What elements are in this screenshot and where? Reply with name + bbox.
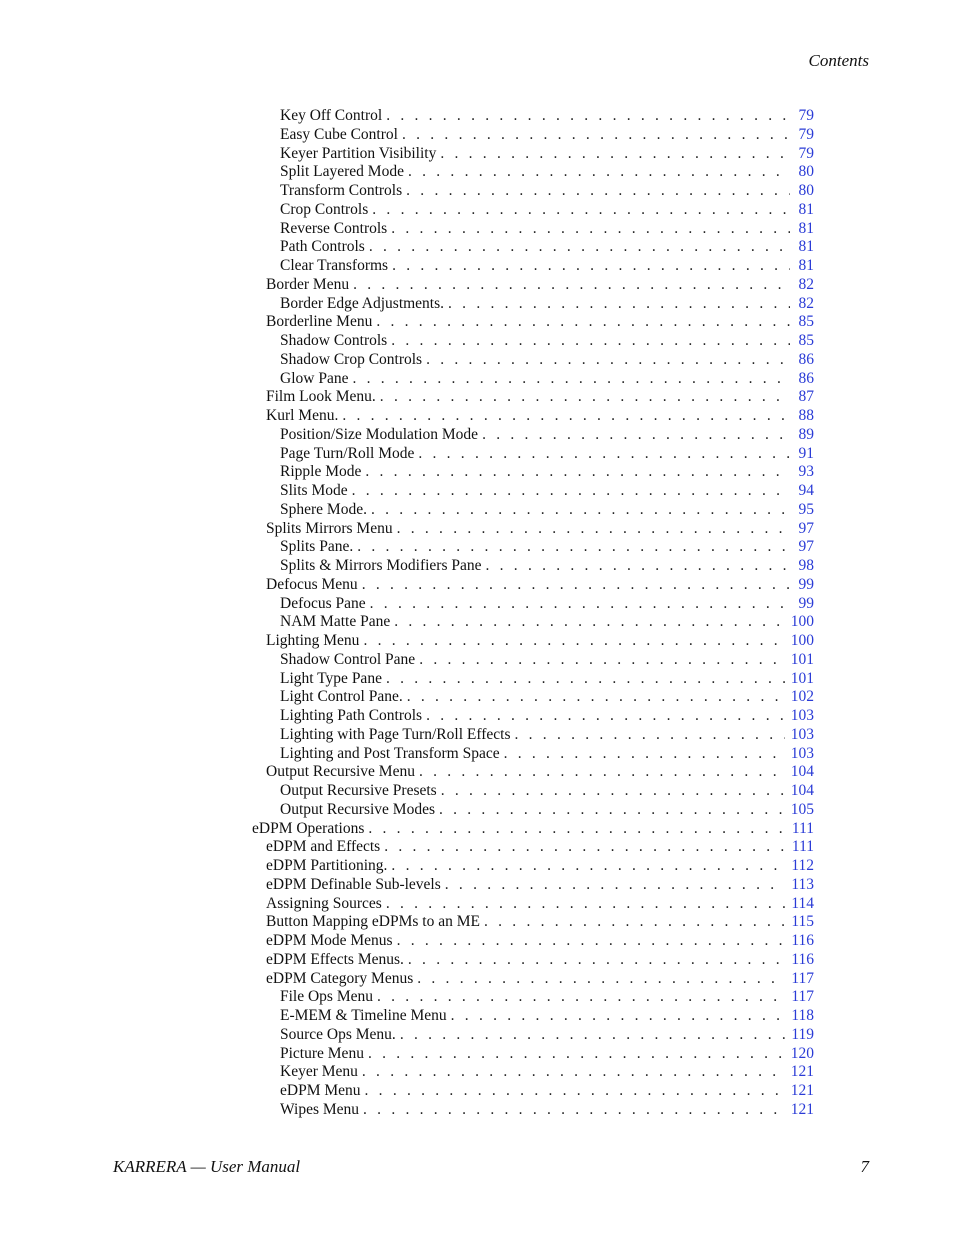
toc-entry [250,257,814,276]
toc-entry [250,932,814,951]
toc-page-link[interactable]: 97 [798,538,814,556]
dot-leader [426,707,785,726]
toc-page-link[interactable]: 103 [790,725,814,743]
toc-entry-title: Splits & Mirrors Modifiers Pane [280,557,482,574]
toc-entry [250,1026,814,1045]
dot-leader [406,182,790,201]
toc-page-link[interactable]: 81 [798,219,814,237]
toc-entry-title: Source Ops Menu. [280,1025,396,1043]
toc-entry-title: Light Control Pane. [280,688,403,706]
dot-leader [362,576,790,595]
toc-entry-title: Keyer Menu [280,1063,358,1081]
toc-page-link[interactable]: 119 [791,1025,814,1043]
toc-page-link[interactable]: 85 [798,313,814,331]
toc-entry [250,407,814,426]
toc-page-link[interactable]: 105 [790,800,814,818]
toc-entry-title: Borderline Menu [266,313,373,331]
toc-page-link[interactable]: 79 [798,107,814,124]
toc-entry-title: eDPM Operations [252,819,365,837]
toc-entry [250,538,814,557]
toc-entry-title: Border Menu [266,275,350,293]
dot-leader [418,445,790,464]
dot-leader [391,857,785,876]
dot-leader [352,370,790,389]
toc-entry-title: eDPM and Effects [266,838,381,856]
toc-entry-title: Shadow Controls [280,332,388,349]
toc-entry [250,276,814,295]
toc-entry [250,913,814,932]
dot-leader [394,613,785,632]
toc-entry [250,576,814,595]
toc-entry-title: Splits Mirrors Menu [266,519,393,537]
dot-leader [371,501,790,520]
toc-page-link[interactable]: 121 [790,1063,814,1081]
toc-entry-title: Wipes Menu [280,1100,360,1118]
dot-leader [386,670,785,689]
toc-entry-title: Lighting Menu [266,632,360,649]
toc-page-link[interactable]: 121 [790,1082,814,1099]
toc-page-link[interactable]: 79 [798,125,814,143]
toc-entry [250,895,814,914]
dot-leader [408,163,790,182]
dot-leader [362,1063,785,1082]
toc-entry [250,595,814,614]
toc-page-link[interactable]: 82 [798,294,814,312]
toc-page-link[interactable]: 104 [790,763,814,781]
toc-entry [250,838,814,857]
dot-leader [353,276,790,295]
dot-leader [402,126,790,145]
toc-entry [250,857,814,876]
dot-leader [408,951,785,970]
toc-entry [250,482,814,501]
toc-entry [250,145,814,164]
toc-page-link[interactable]: 116 [791,950,814,968]
toc-entry-title: E-MEM & Timeline Menu [280,1007,447,1024]
toc-page-link[interactable]: 86 [798,350,814,368]
dot-leader [426,351,790,370]
dot-leader [484,913,785,932]
toc-page-link[interactable]: 120 [790,1044,814,1062]
toc-entry-title: Film Look Menu. [266,388,376,406]
toc-page-link[interactable]: 100 [790,613,814,631]
toc-entry [250,1007,814,1026]
toc-page-link[interactable]: 87 [798,388,814,406]
toc-page-link[interactable]: 99 [798,575,814,593]
dot-leader [368,820,786,839]
toc-entry-title: Button Mapping eDPMs to an ME [266,913,480,931]
toc-entry [250,220,814,239]
toc-entry [250,126,814,145]
dot-leader [486,557,791,576]
toc-entry-title: Crop Controls [280,200,369,218]
toc-entry-title: Defocus Pane [280,594,366,612]
toc-page-link[interactable]: 94 [798,482,814,499]
dot-leader [376,313,790,332]
toc-page-link[interactable]: 98 [798,557,814,574]
toc-entry-title: Light Type Pane [280,669,382,687]
toc-page-link[interactable]: 101 [790,650,814,668]
dot-leader [363,1101,785,1120]
dot-leader [400,1026,786,1045]
toc-entry-title: Output Recursive Presets [280,782,437,799]
toc-entry [250,351,814,370]
toc-entry [250,238,814,257]
toc-page-link[interactable]: 99 [798,594,814,612]
toc-page-link[interactable]: 80 [798,182,814,199]
dot-leader [372,201,790,220]
toc-entry-title: Keyer Partition Visibility [280,144,437,162]
toc-entry-title: Shadow Control Pane [280,650,416,668]
running-header: Contents [808,51,869,70]
toc-entry-title: Path Controls [280,238,365,256]
toc-entry-title: Lighting and Post Transform Space [280,744,500,762]
toc-entry [250,763,814,782]
toc-page-link[interactable]: 112 [791,857,814,874]
dot-leader [357,538,790,557]
toc-page-link[interactable]: 81 [798,257,814,274]
dot-leader [363,632,784,651]
dot-leader [368,1045,785,1064]
dot-leader [397,932,786,951]
toc-entry [250,688,814,707]
dot-leader [392,257,790,276]
dot-leader [515,726,785,745]
toc-entry [250,107,814,126]
toc-entry [250,201,814,220]
dot-leader [377,988,785,1007]
toc-entry-title: Picture Menu [280,1044,364,1062]
toc-page-link[interactable]: 111 [791,838,814,856]
toc-page-link[interactable]: 101 [790,669,814,687]
dot-leader [352,482,790,501]
toc-entry-title: Output Recursive Menu [266,763,415,781]
toc-page-link[interactable]: 118 [791,1007,814,1024]
dot-leader [417,970,785,989]
toc-entry-title: eDPM Category Menus [266,969,414,987]
toc-entry-title: Ripple Mode [280,463,362,481]
toc-entry-title: Defocus Menu [266,575,358,593]
dot-leader [504,745,785,764]
dot-leader [370,595,790,614]
toc-entry [250,613,814,632]
toc-entry-title: Assigning Sources [266,894,382,912]
toc-entry [250,445,814,464]
dot-leader [407,688,785,707]
toc-page-link[interactable]: 115 [791,913,814,931]
toc-entry-title: Lighting Path Controls [280,707,423,724]
toc-entry-title: Slits Mode [280,482,348,499]
toc-page-link[interactable]: 80 [798,163,814,181]
toc-entry [250,951,814,970]
toc-entry [250,782,814,801]
toc-page-link[interactable]: 81 [798,200,814,218]
toc-entry [250,1063,814,1082]
toc-entry [250,388,814,407]
dot-leader [445,876,786,895]
dot-leader [419,763,785,782]
toc-page-link[interactable]: 85 [798,332,814,349]
toc-entry-title: Easy Cube Control [280,125,398,143]
toc-entry [250,876,814,895]
dot-leader [384,838,786,857]
toc-entry [250,295,814,314]
toc-entry [250,370,814,389]
toc-entry [250,463,814,482]
toc-page-link[interactable]: 113 [791,875,814,893]
toc-entry-title: Splits Pane. [280,538,354,556]
dot-leader [482,426,790,445]
toc-page-link[interactable]: 81 [798,238,814,256]
toc-page-link[interactable]: 111 [791,819,814,837]
toc-page-link[interactable]: 97 [798,519,814,537]
toc-entry-title: Clear Transforms [280,257,389,274]
toc-page-link[interactable]: 93 [798,463,814,481]
toc-entry-title: Output Recursive Modes [280,800,435,818]
toc-page-link[interactable]: 104 [790,782,814,799]
toc-entry-title: Border Edge Adjustments. [280,294,445,312]
dot-leader [448,295,790,314]
toc-entry [250,632,814,651]
toc-entry-title: eDPM Definable Sub-levels [266,875,441,893]
toc-entry [250,745,814,764]
toc-entry-title: Sphere Mode. [280,500,367,518]
toc-entry [250,163,814,182]
dot-leader [439,801,785,820]
toc-entry-title: eDPM Effects Menus. [266,950,404,968]
toc-page-link[interactable]: 117 [791,969,814,987]
toc-entry [250,520,814,539]
dot-leader [380,388,790,407]
toc-entry [250,557,814,576]
toc-page-link[interactable]: 95 [798,500,814,518]
dot-leader [391,332,790,351]
toc-entry-title: Reverse Controls [280,219,388,237]
toc-entry [250,707,814,726]
toc-entry [250,1082,814,1101]
toc-page-link[interactable]: 89 [798,425,814,443]
dot-leader [365,1082,785,1101]
toc-entry-title: Key Off Control [280,107,383,124]
toc-entry-title: Page Turn/Roll Mode [280,444,415,462]
toc-entry-title: eDPM Mode Menus [266,932,393,949]
toc-page-link[interactable]: 82 [798,275,814,293]
dot-leader [391,220,790,239]
toc-page-link[interactable]: 91 [798,444,814,462]
toc-entry [250,651,814,670]
dot-leader [342,407,790,426]
toc-entry [250,801,814,820]
toc-entry-title: Lighting with Page Turn/Roll Effects [280,725,511,743]
toc-entry-title: eDPM Partitioning. [266,857,388,874]
dot-leader [365,463,790,482]
footer-doc-title: KARRERA — User Manual [113,1157,301,1176]
toc-entry [250,1045,814,1064]
dot-leader [451,1007,786,1026]
toc-entry [250,182,814,201]
toc-entry-title: Glow Pane [280,369,349,387]
toc-page-link[interactable]: 100 [790,632,814,649]
toc-entry-title: Transform Controls [280,182,403,199]
toc-entry-title: File Ops Menu [280,988,373,1006]
toc-entry [250,1101,814,1120]
toc-page-link[interactable]: 88 [798,407,814,424]
dot-leader [419,651,785,670]
dot-leader [369,238,790,257]
dot-leader [441,782,785,801]
toc-page-link[interactable]: 117 [791,988,814,1006]
toc-entry [250,426,814,445]
dot-leader [386,895,785,914]
dot-leader [440,145,790,164]
toc-entry [250,501,814,520]
toc-entry-title: NAM Matte Pane [280,613,391,631]
dot-leader [386,107,790,126]
toc-page-link[interactable]: 103 [790,707,814,724]
toc-page-link[interactable]: 114 [791,894,814,912]
toc-page-link[interactable]: 121 [790,1100,814,1118]
toc-entry-title: Split Layered Mode [280,163,404,181]
toc-entry [250,313,814,332]
dot-leader [397,520,790,539]
toc-page-link[interactable]: 116 [791,932,814,949]
footer-page-number: 7 [860,1157,869,1176]
toc-entry-title: Shadow Crop Controls [280,350,423,368]
toc-entry [250,988,814,1007]
toc-entry [250,820,814,839]
toc-entry [250,670,814,689]
toc-entry [250,726,814,745]
toc-entry [250,970,814,989]
toc-entry-title: Position/Size Modulation Mode [280,425,479,443]
toc-page-link[interactable]: 102 [790,688,814,706]
toc-entry-title: Kurl Menu. [266,407,339,424]
toc-page-link[interactable]: 86 [798,369,814,387]
toc-page-link[interactable]: 103 [790,744,814,762]
toc-entry-title: eDPM Menu [280,1082,361,1099]
table-of-contents [250,107,814,1120]
toc-entry [250,332,814,351]
toc-page-link[interactable]: 79 [798,144,814,162]
